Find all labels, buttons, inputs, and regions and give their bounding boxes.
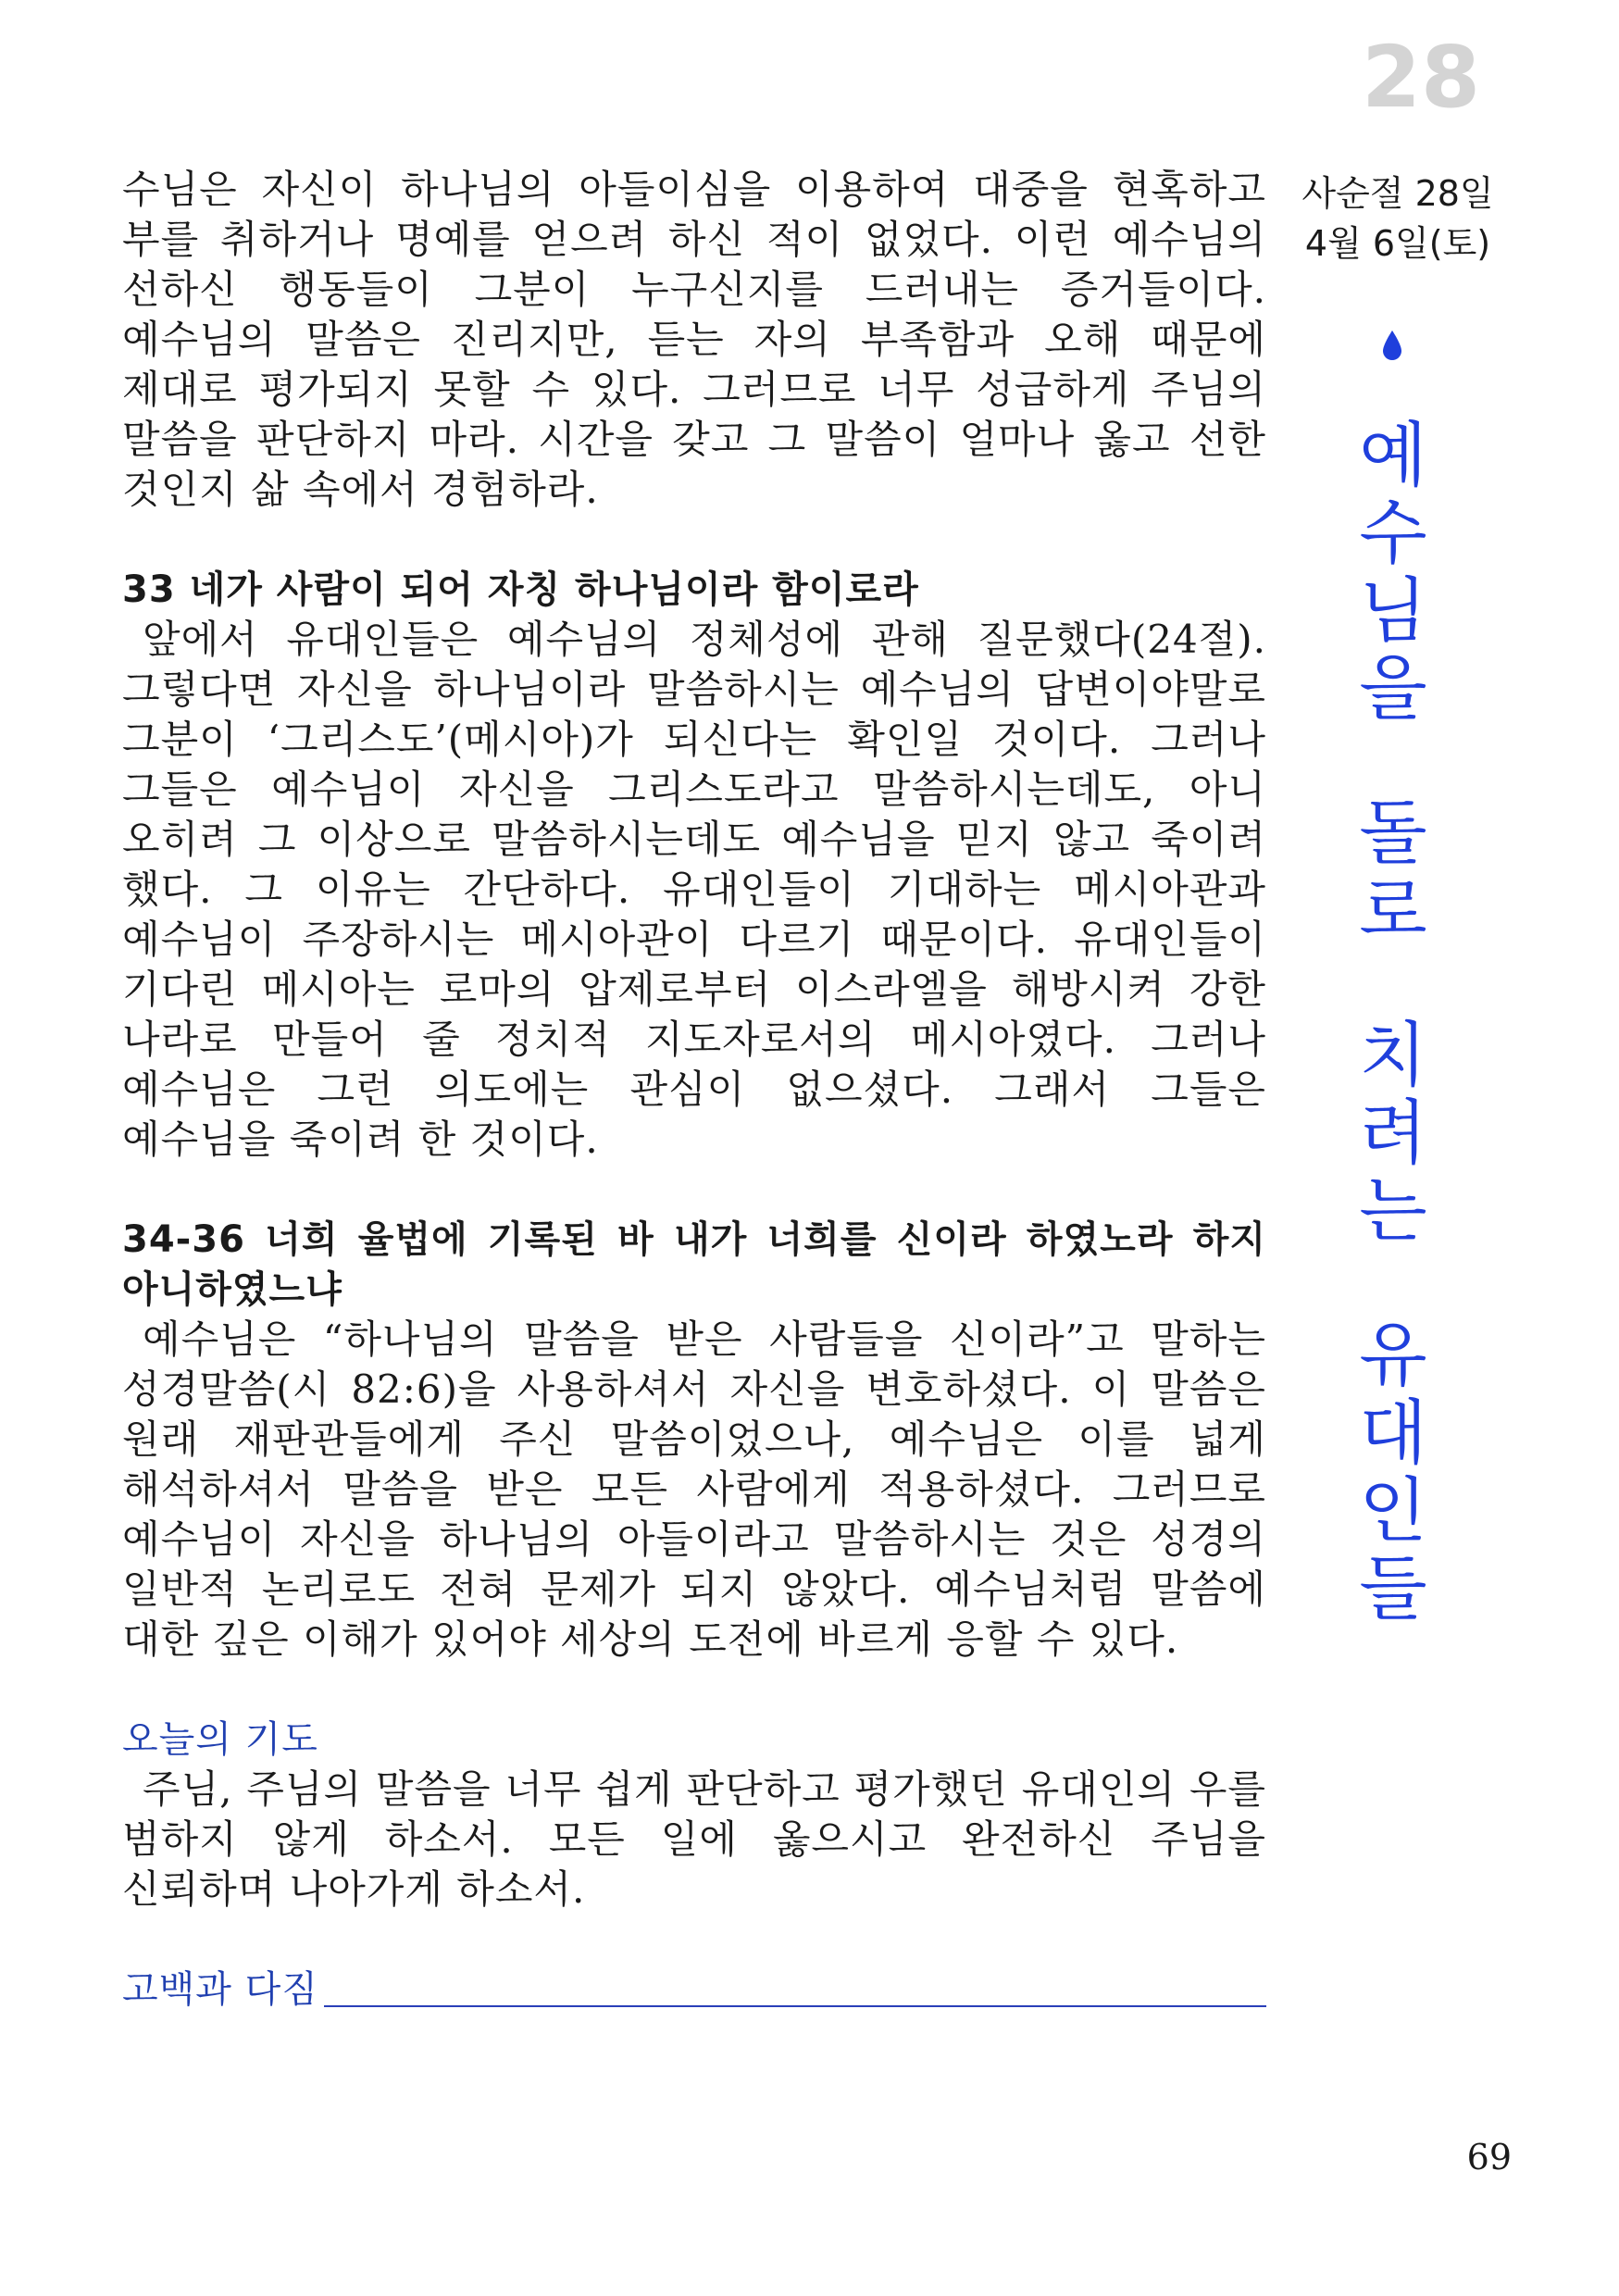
section-verse-34-36 <box>122 1215 1266 1665</box>
section-body: 예수님은 “하나님의 말씀을 받은 사람들을 신이라”고 말하는 성경말씀(시 82:6)을 사용하셔서 자신을 변호하셨다. 이 말씀은 원래 재판관들에게 주신 말씀이었으나, 예수님은 이를 넓게 해석하셔서 말씀을 받은 모든 사람에게 적용하셨다. 그러므로 예수님이 자신을 하나님의 아들이라고 말씀하시는 것은 성경의 일반적 논리로도 전혀 문제가 되지 않았다. 예수님처럼 말씀에 대한 깊은 이해가 있어야 세상의 도전에 바르게 응할 수 있다. <box>122 1316 1266 1662</box>
prayer-section <box>122 1715 1266 1915</box>
vertical-title-char: 치 <box>1359 1014 1427 1096</box>
vertical-title-char: 유 <box>1359 1314 1427 1396</box>
intro-paragraph: 수님은 자신이 하나님의 아들이심을 이용하여 대중을 현혹하고 부를 취하거나 명예를 얻으려 하신 적이 없었다. 이런 예수님의 선하신 행동들이 그분이 누구신지를 드러내는 증거들이다. 예수님의 말씀은 진리지만, 듣는 자의 부족함과 오해 때문에 제대로 평가되지 못할 수 있다. 그러므로 너무 성급하게 주님의 말씀을 판단하지 마라. 시간을 갖고 그 말씀이 얼마나 옳고 선한 것인지 삶 속에서 경험하라. <box>122 167 1266 512</box>
section-verse-33 <box>122 565 1266 1165</box>
section-heading: 33 네가 사람이 되어 자칭 하나님이라 함이로라 <box>122 568 919 611</box>
vertical-title-char: 로 <box>1359 869 1427 952</box>
calendar-date-label: 4월 6일(토) <box>1304 223 1491 264</box>
vertical-title-char: 대 <box>1359 1391 1427 1474</box>
prayer-label: 오늘의 기도 <box>122 1718 318 1761</box>
vertical-title-char: 님 <box>1359 569 1427 652</box>
main-text-column <box>122 165 1266 2015</box>
resolution-section <box>122 1965 1266 2015</box>
day-number: 28 <box>1361 28 1480 127</box>
vertical-title <box>1314 414 1472 1629</box>
section-body: 앞에서 유대인들은 예수님의 정체성에 관해 질문했다(24절). 그렇다면 자신을 하나님이라 말씀하시는 예수님의 답변이야말로 그분이 ‘그리스도’(메시아)가 되신다는 확인일 것이다. 그러나 그들은 예수님이 자신을 그리스도라고 말씀하시는데도, 아니 오히려 그 이상으로 말씀하시는데도 예수님을 믿지 않고 죽이려 했다. 그 이유는 간단하다. 유대인들이 기대하는 메시아관과 예수님이 주장하시는 메시아관이 다르기 때문이다. 유대인들이 기다린 메시아는 로마의 압제로부터 이스라엘을 해방시켜 강한 나라로 만들어 줄 정치적 지도자로서의 메시아였다. 그러나 예수님은 그런 의도에는 관심이 없으셨다. 그래서 그들은 예수님을 죽이려 한 것이다. <box>122 617 1266 1162</box>
resolution-write-line[interactable] <box>324 2005 1266 2007</box>
drop-icon <box>1381 330 1403 361</box>
vertical-title-char: 려 <box>1359 1092 1427 1174</box>
vertical-title-char: 들 <box>1359 1547 1427 1629</box>
side-date <box>1287 168 1509 268</box>
vertical-title-char: 을 <box>1359 647 1427 730</box>
prayer-text: 주님, 주님의 말씀을 너무 쉽게 판단하고 평가했던 유대인의 우를 범하지 않게 하소서. 모든 일에 옳으시고 완전하신 주님을 신뢰하며 나아가게 하소서. <box>122 1766 1266 1912</box>
vertical-title-char: 예 <box>1359 414 1427 496</box>
page-number: 69 <box>1466 2137 1512 2177</box>
lent-day-label: 사순절 28일 <box>1301 173 1494 214</box>
resolution-label: 고백과 다짐 <box>122 1968 318 2011</box>
vertical-title-char: 인 <box>1359 1469 1427 1552</box>
vertical-title-char: 돌 <box>1359 792 1427 874</box>
vertical-title-char: 수 <box>1359 492 1427 574</box>
section-heading: 34-36 너희 율법에 기록된 바 내가 너희를 신이라 하였노라 하지 아니하였느냐 <box>122 1218 1266 1311</box>
vertical-title-char: 는 <box>1359 1169 1427 1252</box>
